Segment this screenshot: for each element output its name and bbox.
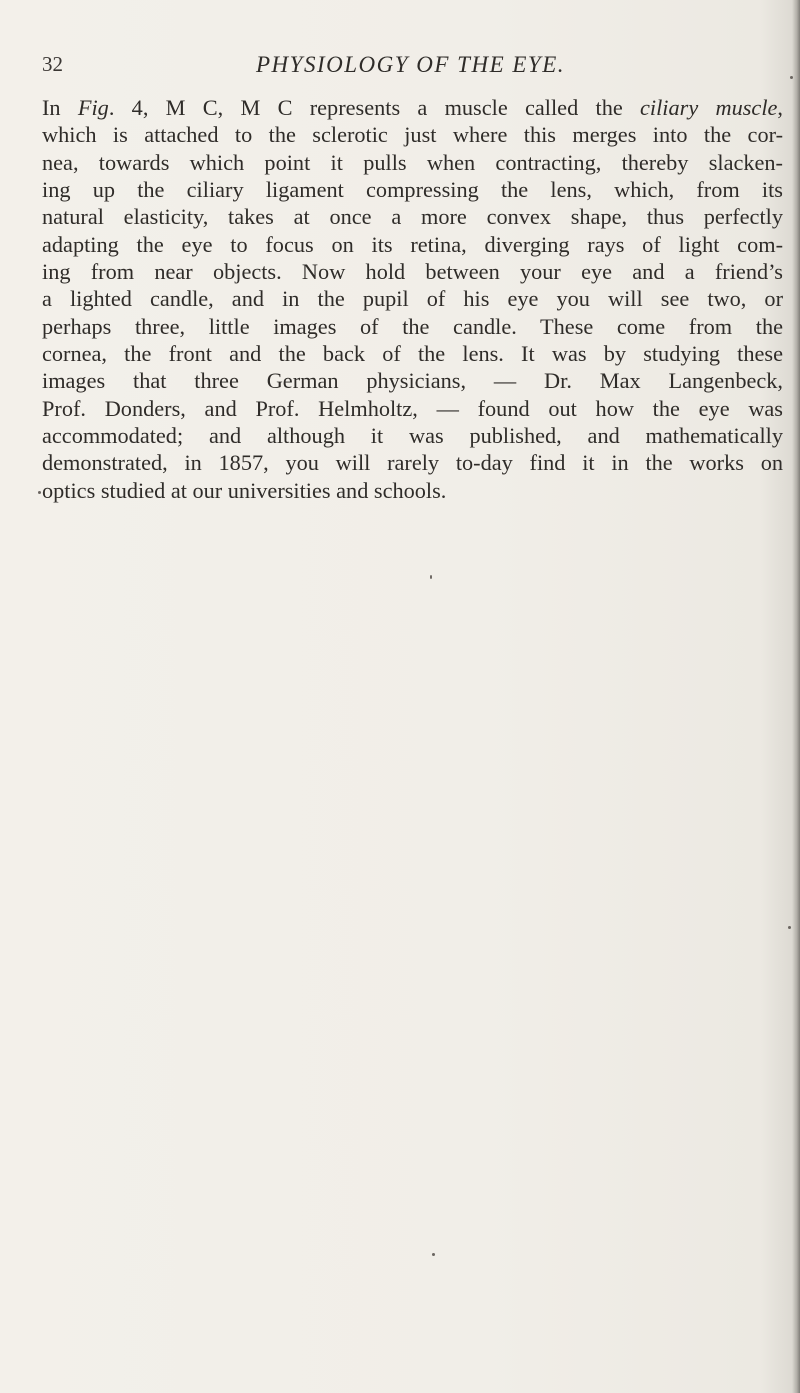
page-header xyxy=(42,48,782,84)
text-line: cornea, the front and the back of the lens. It was by studying these xyxy=(42,341,783,367)
page-number: 32 xyxy=(42,52,63,76)
text-line: demonstrated, in 1857, you will rarely to-day find it in the works on xyxy=(42,450,783,476)
text-line: accommodated; and although it was published, and mathematically xyxy=(42,423,783,449)
running-head: PHYSIOLOGY OF THE EYE. xyxy=(256,52,566,77)
text-line: optics studied at our universities and schools. xyxy=(42,477,447,503)
text-line: Prof. Donders, and Prof. Helmholtz, — found out how the eye was xyxy=(42,395,783,421)
page-edge-shadow xyxy=(792,0,800,1393)
ciliary-muscle-term: ciliary muscle xyxy=(640,95,778,120)
text-line: a lighted candle, and in the pupil of his eye you will see two, or xyxy=(42,286,783,312)
text-line: ing up the ciliary ligament compressing the lens, which, from its xyxy=(42,177,783,203)
text-line: adapting the eye to focus on its retina, diverging rays of light com- xyxy=(42,231,783,257)
fig-reference: Fig xyxy=(77,95,109,120)
ink-speck xyxy=(788,926,791,929)
text-line: ing from near objects. Now hold between your eye and a friend’s xyxy=(42,259,783,285)
text-line: images that three German physicians, — Dr. Max Langenbeck, xyxy=(42,368,783,394)
text-line: natural elasticity, takes at once a more convex shape, thus perfectly xyxy=(42,204,783,230)
ink-speck xyxy=(790,76,793,79)
ink-speck xyxy=(430,575,432,579)
text-line: which is attached to the sclerotic just where this merges into the cor- xyxy=(42,122,783,148)
text-line: nea, towards which point it pulls when contracting, thereby slacken- xyxy=(42,149,783,175)
ink-speck xyxy=(38,491,41,494)
text-line: In Fig. 4, M C, M C represents a muscle called the ciliary muscle, xyxy=(42,95,783,120)
body-paragraph xyxy=(42,94,783,504)
text-line: perhaps three, little images of the candle. These come from the xyxy=(42,313,783,339)
ink-speck xyxy=(432,1253,435,1256)
